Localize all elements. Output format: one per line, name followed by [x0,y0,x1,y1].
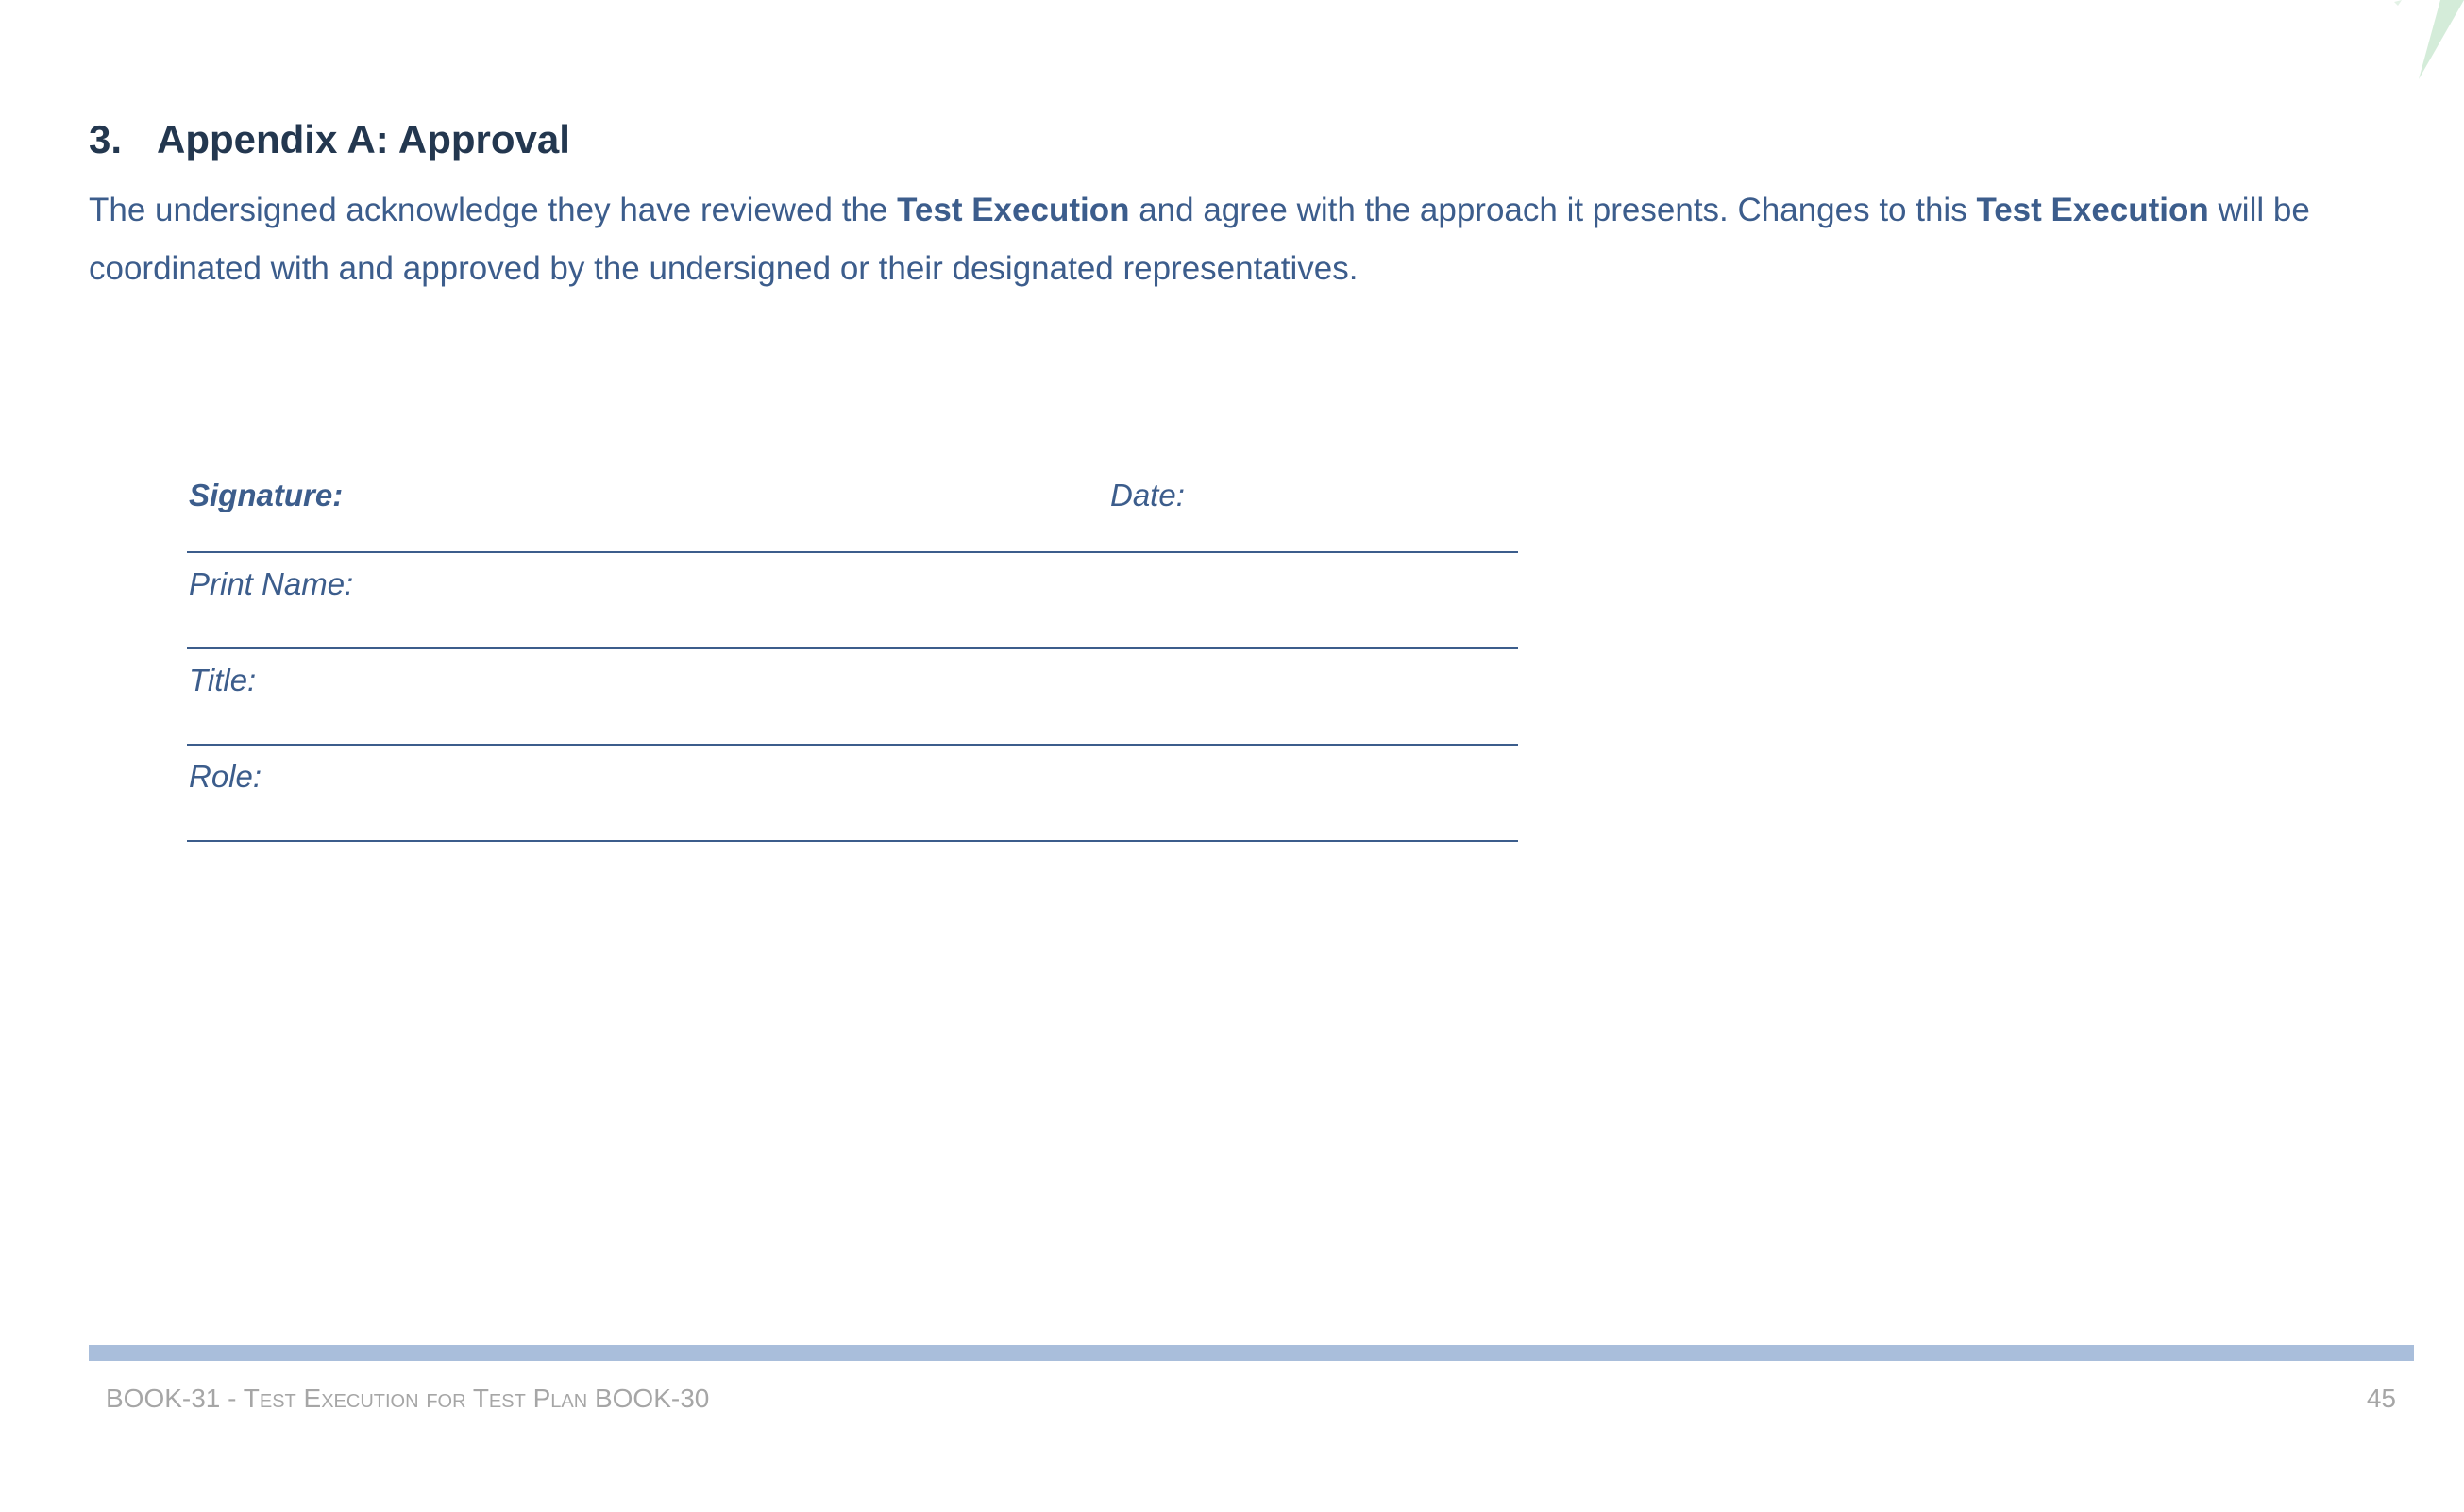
paragraph-text-2: and agree with the approach it presents. Changes to this [1129,192,1977,228]
title-row[interactable] [187,649,1518,746]
signature-row[interactable] [187,464,1518,553]
footer-page-number: 45 [2366,1384,2396,1413]
paragraph-bold-2: Test Execution [1976,192,2209,228]
paragraph-bold-1: Test Execution [897,192,1130,228]
paragraph-text-3: will be coordinated with and approved by the undersigned or their designated representatives. [89,192,2310,287]
role-row[interactable] [187,746,1518,842]
print-name-label: Print Name: [189,566,354,601]
role-label: Role: [189,759,262,794]
approval-paragraph [89,181,2411,298]
date-label: Date: [1110,478,1185,512]
footer-divider-bar [89,1345,2414,1361]
section-number: 3. [89,117,123,161]
corner-leaf-decoration [2322,0,2464,85]
title-label: Title: [189,663,257,697]
section-heading [89,117,570,162]
signature-label: Signature: [189,478,344,512]
footer-document-id: BOOK-31 - Test Execution for Test Plan BOOK-30 [106,1384,710,1413]
section-title: Appendix A: Approval [157,117,570,161]
paragraph-text-1: The undersigned acknowledge they have reviewed the [89,192,898,228]
signature-block [187,464,1518,842]
print-name-row[interactable] [187,553,1518,649]
